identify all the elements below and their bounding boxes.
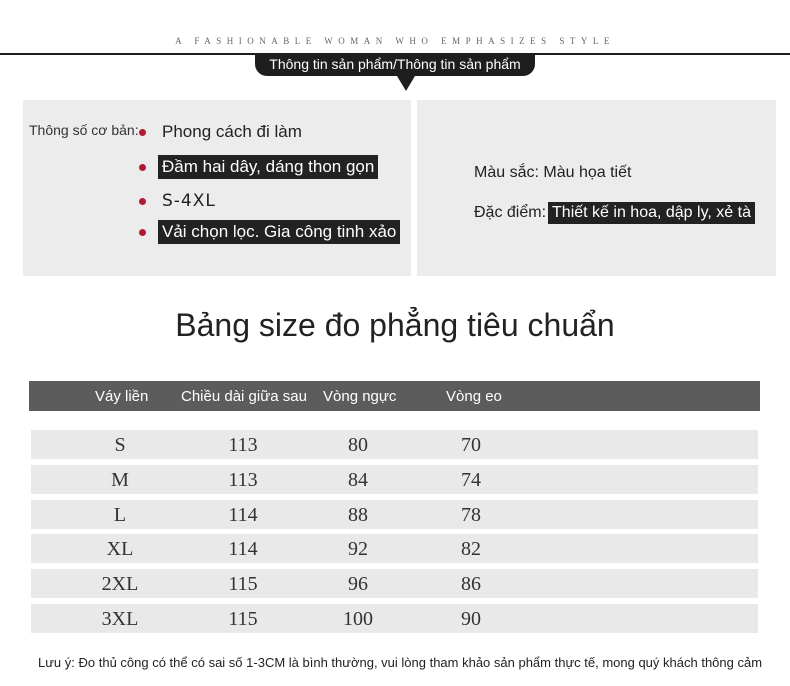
bullet-icon: [139, 129, 146, 136]
cell-size: 3XL: [101, 608, 139, 630]
cell-length: 113: [228, 469, 258, 491]
color-row: [474, 164, 631, 182]
cell-waist: 82: [461, 538, 481, 560]
cell-bust: 92: [348, 538, 368, 560]
table-row: [31, 430, 758, 459]
table-row: [31, 569, 758, 598]
basic-info-item: [139, 189, 220, 213]
cell-size: 2XL: [101, 573, 139, 595]
banner-pointer: [397, 76, 415, 91]
table-row: [31, 465, 758, 494]
cell-waist: 90: [461, 608, 481, 630]
table-row: [31, 534, 758, 563]
column-header: Vòng eo: [446, 388, 502, 405]
basic-info-panel: [23, 100, 411, 276]
color-value: Màu họa tiết: [543, 164, 632, 181]
measurement-note: Lưu ý: Đo thủ công có thể có sai số 1-3CM là bình thường, vui lòng tham khảo sản phẩm thực tế, mong quý khách thông cảm: [38, 655, 763, 670]
basic-info-item: [139, 155, 378, 179]
cell-size: XL: [106, 538, 134, 560]
cell-size: M: [111, 469, 129, 491]
column-header: Váy liền: [95, 388, 149, 405]
feature-row: [474, 202, 755, 224]
column-header: Vòng ngực: [323, 388, 397, 405]
basic-info-item: [139, 220, 400, 244]
bullet-icon: [139, 164, 146, 171]
cell-size: L: [113, 504, 127, 526]
basic-info-text: Đầm hai dây, dáng thon gọn: [158, 155, 378, 179]
size-chart-title: Bảng size đo phẳng tiêu chuẩn: [175, 307, 615, 343]
details-panel: [417, 100, 776, 276]
basic-info-text: Vải chọn lọc. Gia công tinh xảo: [158, 220, 400, 244]
cell-length: 114: [228, 504, 258, 526]
bullet-icon: [139, 198, 146, 205]
brand-tagline: A FASHIONABLE WOMAN WHO EMPHASIZES STYLE: [175, 36, 615, 46]
cell-size: S: [114, 434, 126, 456]
cell-bust: 84: [348, 469, 368, 491]
feature-value: Thiết kế in hoa, dập ly, xẻ tà: [548, 202, 755, 224]
section-banner: Thông tin sản phẩm/Thông tin sản phẩm: [255, 53, 535, 76]
size-table-header: [29, 381, 760, 411]
table-row: [31, 604, 758, 633]
cell-bust: 80: [348, 434, 368, 456]
color-label: Màu sắc:: [474, 164, 539, 181]
cell-waist: 78: [461, 504, 481, 526]
bullet-icon: [139, 229, 146, 236]
cell-waist: 74: [461, 469, 481, 491]
basic-info-item: [139, 120, 306, 144]
cell-waist: 70: [461, 434, 481, 456]
cell-waist: 86: [461, 573, 481, 595]
basic-info-text: Phong cách đi làm: [162, 122, 302, 141]
cell-length: 115: [228, 608, 258, 630]
table-row: [31, 500, 758, 529]
basic-info-text: S-4XL: [162, 191, 216, 211]
cell-length: 114: [228, 538, 258, 560]
feature-label: Đặc điểm:: [474, 204, 547, 221]
basic-info-label: Thông số cơ bản:: [29, 122, 139, 138]
cell-bust: 88: [348, 504, 368, 526]
cell-length: 113: [228, 434, 258, 456]
column-header: Chiều dài giữa sau: [181, 388, 307, 405]
cell-bust: 100: [343, 608, 373, 630]
cell-bust: 96: [348, 573, 368, 595]
cell-length: 115: [228, 573, 258, 595]
